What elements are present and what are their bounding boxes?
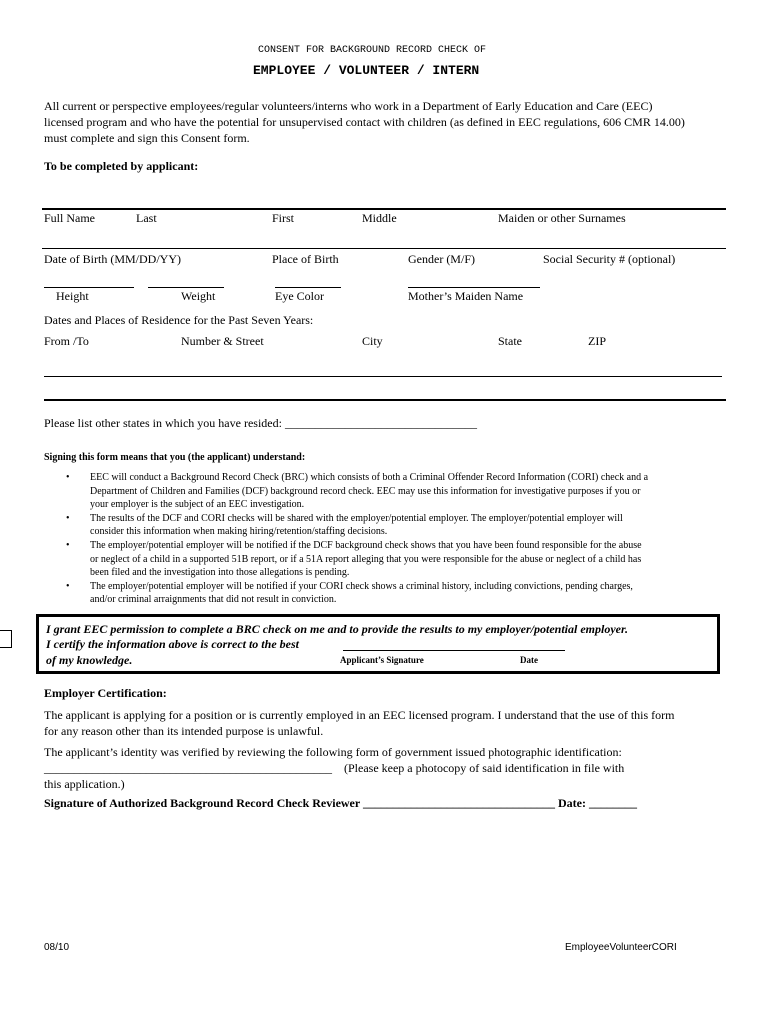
footer-form-id: EmployeeVolunteerCORI: [565, 942, 677, 953]
list-item: • The employer/potential employer will be notified if the DCF background check shows that you have been found responsible for the abuse or neglect of a child in a supported 51B report, or if a 51A report alleging that you were responsible for the abuse or neglect of a child has been filed and the investigation into those allegations is pending.: [66, 539, 642, 579]
employer-heading: Employer Certification:: [44, 686, 167, 700]
middle-name-label: Middle: [362, 211, 397, 225]
list-item: • The employer/potential employer will be notified if your CORI check shows a criminal history, including convictions, pending charges, and/or criminal arraignments that did not result in conviction.: [66, 580, 633, 606]
form-title-line2: EMPLOYEE / VOLUNTEER / INTERN: [253, 63, 480, 78]
bullet-icon: •: [66, 472, 70, 483]
place-of-birth-label: Place of Birth: [272, 252, 339, 266]
last-name-label: Last: [136, 211, 157, 225]
grant-line3: of my knowledge.: [46, 653, 133, 667]
number-street-label: Number & Street: [181, 334, 264, 348]
bullet-icon: •: [66, 539, 70, 551]
other-states-field[interactable]: Please list other states in which you have resided: ________________________________: [44, 416, 477, 430]
residence-line-2: [44, 399, 726, 401]
form-title-line1: CONSENT FOR BACKGROUND RECORD CHECK OF: [258, 45, 487, 56]
first-name-label: First: [272, 211, 295, 225]
bullet-icon: •: [66, 512, 70, 524]
grant-line2: I certify the information above is correct to the best: [46, 637, 299, 651]
zip-label: ZIP: [588, 334, 606, 348]
residence-line-1: [44, 376, 722, 377]
mothers-maiden-line: [408, 287, 540, 288]
residence-heading: Dates and Places of Residence for the Past Seven Years:: [44, 313, 314, 327]
intro-paragraph: All current or perspective employees/regular volunteers/interns who work in a Department of Early Education and Care (EEC) licensed program and who have the potential for unsupervised contact with children (as defined in EEC regulations, 606 CMR 14.00) must complete and sign this Consent form.: [44, 99, 685, 145]
employer-paragraph-1: The applicant is applying for a position or is currently employed in an EEC licensed program. I understand that the use of this form for any reason other than its intended purpose is unlawful.: [44, 708, 675, 738]
from-to-label: From /To: [44, 334, 89, 348]
applicant-signature-label: Applicant’s Signature: [340, 655, 424, 665]
eye-color-label: Eye Color: [275, 289, 324, 303]
full-name-label: Full Name: [44, 211, 95, 225]
state-label: State: [498, 334, 522, 348]
employer-paragraph-2: The applicant’s identity was verified by reviewing the following form of government issued photographic identification: ________________________________________________ (Please keep a photocopy of said identification in file with this application.): [44, 745, 625, 791]
applicant-signature-line[interactable]: [343, 650, 565, 651]
weight-label: Weight: [181, 289, 216, 303]
name-top-line: [42, 208, 726, 210]
applicant-heading: To be completed by applicant:: [44, 159, 199, 173]
list-item: • EEC will conduct a Background Record Check (BRC) which consists of both a Criminal Offender Record Information (CORI) check and a Department of Children and Families (DCF) background record check. EEC may use this information for investigative purposes if you or your employer is the subject of an EEC investigation.: [66, 472, 649, 511]
weight-line: [148, 287, 224, 288]
dob-label: Date of Birth (MM/DD/YY): [44, 252, 181, 266]
id-verification-field[interactable]: ________________________________________________: [44, 761, 332, 775]
maiden-name-label: Maiden or other Surnames: [498, 211, 626, 225]
gender-label: Gender (M/F): [408, 252, 475, 266]
height-line: [44, 287, 134, 288]
mothers-maiden-label: Mother’s Maiden Name: [408, 289, 524, 303]
dob-top-line: [42, 248, 726, 249]
reviewer-signature-line[interactable]: Signature of Authorized Background Record Check Reviewer ________________________________ Date: ________: [44, 796, 637, 810]
height-label: Height: [56, 289, 89, 303]
city-label: City: [362, 334, 383, 348]
understand-list: [64, 471, 734, 607]
grant-line1: I grant EEC permission to complete a BRC check on me and to provide the results to my employer/potential employer.: [46, 622, 628, 636]
list-item: • The results of the DCF and CORI checks will be shared with the employer/potential employer. The employer/potential employer will consider this information when making hiring/retention/staffing decisions.: [66, 512, 623, 538]
eye-color-line: [275, 287, 341, 288]
ssn-label: Social Security # (optional): [543, 252, 676, 266]
applicant-date-label: Date: [520, 655, 538, 665]
understand-heading: Signing this form means that you (the applicant) understand:: [44, 452, 306, 463]
edge-marker: [0, 630, 12, 648]
bullet-icon: •: [66, 580, 70, 592]
footer-date: 08/10: [44, 942, 70, 953]
